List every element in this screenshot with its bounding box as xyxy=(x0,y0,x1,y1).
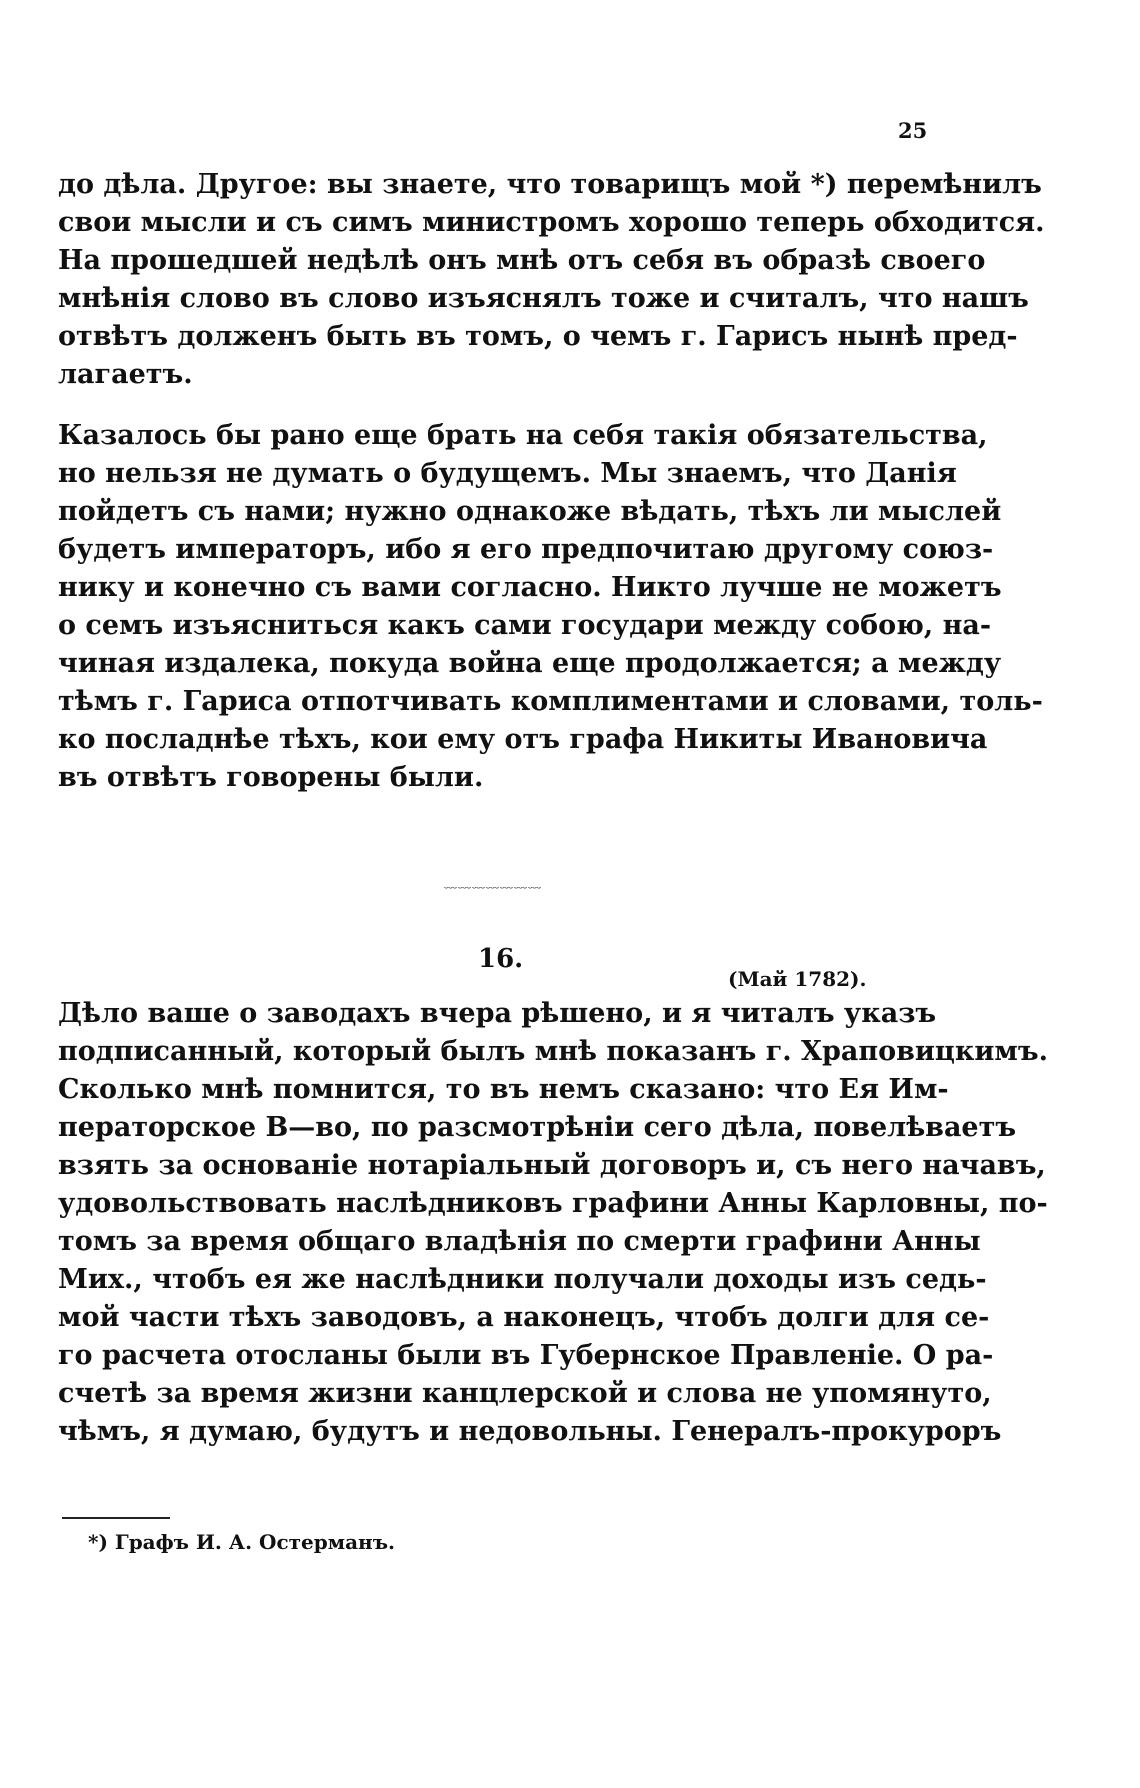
text-line: Казалось бы рано еще брать на себя такія обязательства, xyxy=(58,420,988,451)
section-date: (Май 1782). xyxy=(728,967,867,991)
paragraph-1 xyxy=(58,166,1045,394)
text-line: Дѣло ваше о заводахъ вчера рѣшено, и я читалъ указъ xyxy=(58,998,937,1029)
page-number: 25 xyxy=(898,118,928,143)
text-line: подписанный, который былъ мнѣ показанъ г. Храповицкимъ. xyxy=(58,1036,1048,1067)
text-line: взять за основаніе нотаріальный договоръ и, съ него начавъ, xyxy=(58,1150,1046,1181)
text-line: Мих., чтобъ ея же наслѣдники получали доходы изъ седь- xyxy=(58,1264,987,1295)
text-line: ператорское В—во, по разсмотрѣніи сего дѣла, повелѣваетъ xyxy=(58,1112,1017,1143)
text-line: будетъ императоръ, ибо я его предпочитаю другому союз- xyxy=(58,534,994,565)
text-line: мой части тѣхъ заводовъ, а наконецъ, чтобъ долги для се- xyxy=(58,1302,990,1333)
text-line: чиная издалека, покуда война еще продолжается; а между xyxy=(58,648,1002,679)
text-line: чѣмъ, я думаю, будутъ и недовольны. Генералъ-прокуроръ xyxy=(58,1416,1002,1447)
text-line: пойдетъ съ нами; нужно однакоже вѣдать, тѣхъ ли мыслей xyxy=(58,496,1002,527)
text-line: въ отвѣтъ говорены были. xyxy=(58,762,484,793)
text-line: На прошедшей недѣлѣ онъ мнѣ отъ себя въ образѣ своего xyxy=(58,245,986,276)
text-line: до дѣла. Другое: вы знаете, что товарищъ мой *) перемѣнилъ xyxy=(58,169,1042,200)
text-line: но нельзя не думать о будущемъ. Мы знаемъ, что Данія xyxy=(58,458,957,489)
text-line: нику и конечно съ вами согласно. Никто лучше не можетъ xyxy=(58,572,1002,603)
text-line: томъ за время общаго владѣнія по смерти графини Анны xyxy=(58,1226,981,1257)
footnote-rule xyxy=(62,1517,170,1519)
text-line: мнѣнія слово въ слово изъяснялъ тоже и считалъ, что нашъ xyxy=(58,283,1029,314)
text-line: лагаетъ. xyxy=(58,359,193,390)
text-line: удовольствовать наслѣдниковъ графини Анны Карловны, по- xyxy=(58,1188,1048,1219)
footnote: *) Графъ И. А. Остерманъ. xyxy=(88,1530,395,1554)
text-line: Сколько мнѣ помнится, то въ немъ сказано: что Ея Им- xyxy=(58,1074,949,1105)
text-line: ко посладнѣе тѣхъ, кои ему отъ графа Никиты Ивановича xyxy=(58,724,988,755)
paragraph-2 xyxy=(58,417,1043,797)
text-line: счетѣ за время жизни канцлерской и слова не упомянуто, xyxy=(58,1378,992,1409)
text-line: тѣмъ г. Гариса отпотчивать комплиментами и словами, толь- xyxy=(58,686,1043,717)
section-number: 16. xyxy=(478,944,524,974)
text-line: свои мысли и съ симъ министромъ хорошо теперь обходится. xyxy=(58,207,1045,238)
paragraph-3 xyxy=(58,995,1048,1451)
text-line: о семъ изъясниться какъ сами государи между собою, на- xyxy=(58,610,992,641)
text-line: го расчета отосланы были въ Губернское Правленіе. О ра- xyxy=(58,1340,994,1371)
text-line: отвѣтъ долженъ быть въ томъ, о чемъ г. Гарисъ нынѣ пред- xyxy=(58,321,1018,352)
section-divider-ornament: ﹏﹏﹏﹏﹏﹏﹏ xyxy=(443,876,542,891)
